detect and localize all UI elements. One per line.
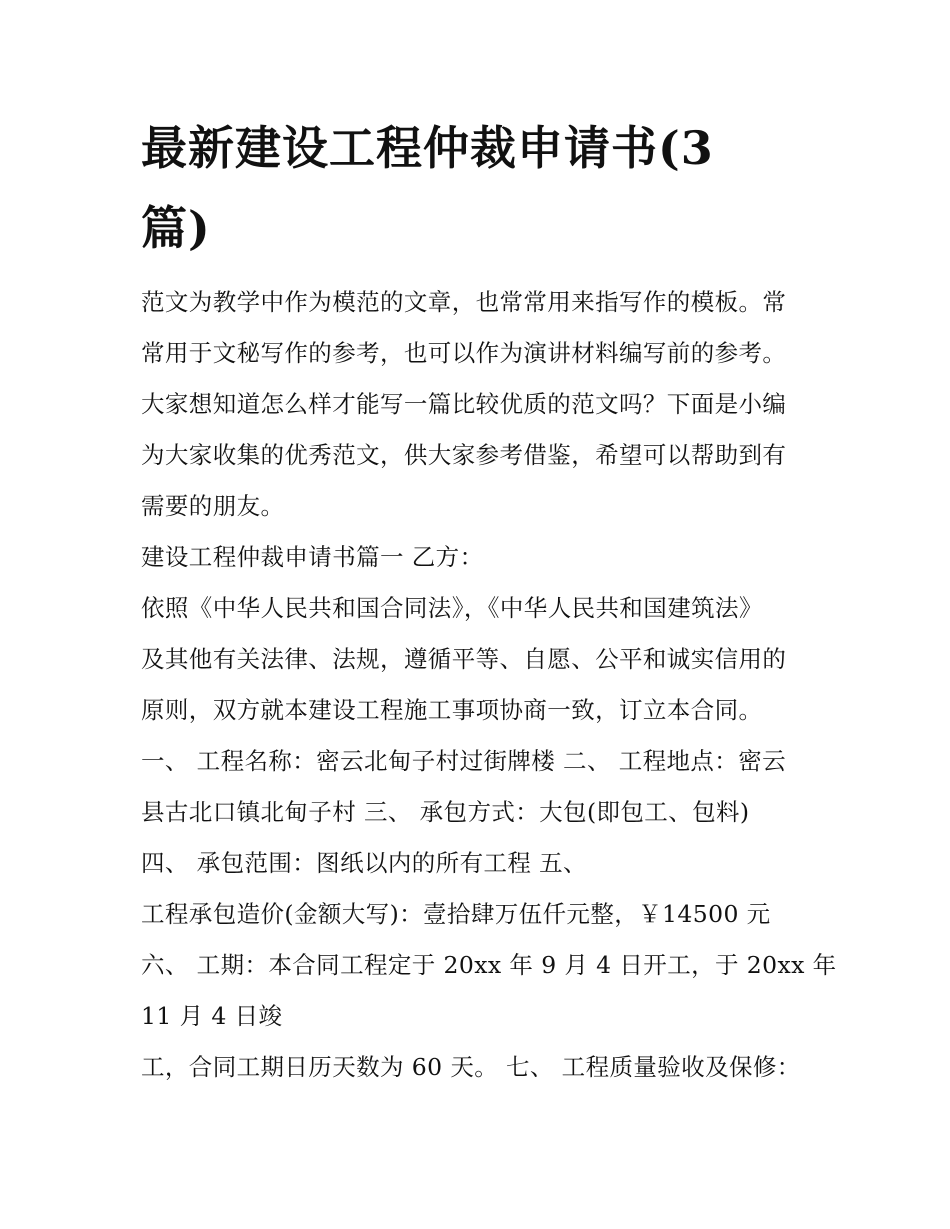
body-line: 需要的朋友。 xyxy=(141,492,285,520)
body-line: 常用于文秘写作的参考，也可以作为演讲材料编写前的参考。 xyxy=(141,339,787,367)
body-line: 依照《中华人民共和国合同法》，《中华人民共和国建筑法》 xyxy=(141,594,763,622)
body-line: 原则，双方就本建设工程施工事项协商一致，订立本合同。 xyxy=(141,696,763,724)
body-line: 工程承包造价(金额大写)：壹拾肆万伍仟元整，￥14500 元 xyxy=(141,900,771,928)
body-line: 范文为教学中作为模范的文章，也常常用来指写作的模板。常 xyxy=(141,288,787,316)
document-body xyxy=(141,277,837,1093)
body-line: 大家想知道怎么样才能写一篇比较优质的范文吗？下面是小编 xyxy=(141,390,787,418)
body-line: 县古北口镇北甸子村 三、 承包方式：大包(即包工、包料) xyxy=(141,798,750,826)
body-line: 工，合同工期日历天数为 60 天。 七、 工程质量验收及保修： xyxy=(141,1053,801,1081)
body-line: 为大家收集的优秀范文，供大家参考借鉴，希望可以帮助到有 xyxy=(141,441,787,469)
body-line: 11 月 4 日竣 xyxy=(141,1002,283,1030)
body-line: 六、 工期：本合同工程定于 20xx 年 9 月 4 日开工，于 20xx 年 xyxy=(141,951,837,979)
body-line: 四、 承包范围：图纸以内的所有工程 五、 xyxy=(141,849,587,877)
body-line: 及其他有关法律、法规，遵循平等、自愿、公平和诚实信用的 xyxy=(141,645,787,673)
document-title: 最新建设工程仲裁申请书(3篇) xyxy=(141,121,714,255)
section-heading-line: 建设工程仲裁申请书篇一 乙方： xyxy=(141,543,484,571)
body-line: 一、 工程名称：密云北甸子村过街牌楼 二、 工程地点：密云 xyxy=(141,747,787,775)
